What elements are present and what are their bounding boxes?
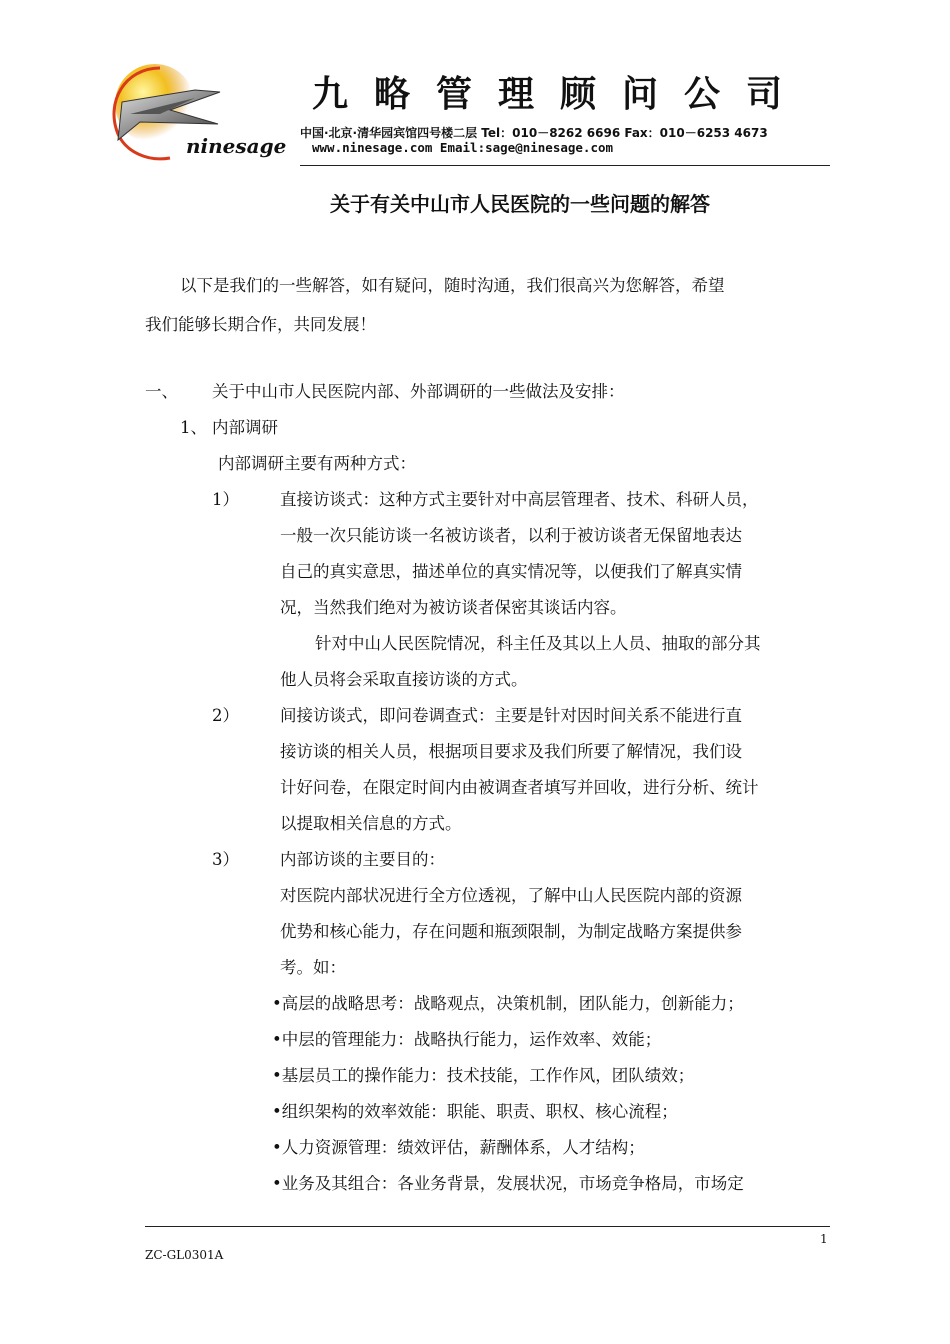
item-line: 接访谈的相关人员，根据项目要求及我们所要了解情况，我们设 — [280, 742, 742, 761]
item-line: 自己的真实意思，描述单位的真实情况等，以便我们了解真实情 — [280, 562, 742, 581]
contact-line-address: 中国·北京·清华园宾馆四号楼二层 Tel：010－8262 6696 Fax：010－6253 4673 — [300, 126, 768, 140]
document-code: ZC-GL0301A — [145, 1248, 224, 1262]
item-line: 直接访谈式：这种方式主要针对中高层管理者、技术、科研人员， — [280, 490, 759, 509]
bullet-item: •基层员工的操作能力：技术技能，工作作风，团队绩效； — [272, 1066, 695, 1085]
header-divider — [300, 165, 830, 166]
bullet-item: •业务及其组合：各业务背景，发展状况，市场竞争格局，市场定 — [272, 1174, 744, 1193]
section-heading: 关于中山市人民医院内部、外部调研的一些做法及安排： — [212, 382, 625, 401]
logo-wordmark: ninesage — [186, 134, 287, 158]
footer-divider — [145, 1226, 830, 1227]
item-line: 针对中山人民医院情况，科主任及其以上人员、抽取的部分其 — [315, 634, 761, 653]
section-number: 一、 — [145, 382, 178, 401]
item-line: 计好问卷，在限定时间内由被调查者填写并回收，进行分析、统计 — [280, 778, 759, 797]
item-line: 对医院内部状况进行全方位透视，了解中山人民医院内部的资源 — [280, 886, 742, 905]
subsection-intro: 内部调研主要有两种方式： — [218, 454, 416, 473]
bullet-item: •中层的管理能力：战略执行能力，运作效率、效能； — [272, 1030, 662, 1049]
bullet-item: •人力资源管理：绩效评估，薪酬体系，人才结构； — [272, 1138, 645, 1157]
item-line: 间接访谈式，即问卷调查式：主要是针对因时间关系不能进行直 — [280, 706, 742, 725]
bullet-item: •高层的战略思考：战略观点，决策机制，团队能力，创新能力； — [272, 994, 744, 1013]
intro-line-1: 以下是我们的一些解答，如有疑问，随时沟通，我们很高兴为您解答，希望 — [180, 276, 725, 295]
item-line: 一般一次只能访谈一名被访谈者，以利于被访谈者无保留地表达 — [280, 526, 742, 545]
item-line: 以提取相关信息的方式。 — [280, 814, 462, 833]
item-line: 考。如： — [280, 958, 346, 977]
intro-line-2: 我们能够长期合作，共同发展！ — [145, 315, 376, 334]
document-title: 关于有关中山市人民医院的一些问题的解答 — [330, 192, 710, 216]
item-number: 1） — [212, 490, 239, 509]
company-logo — [100, 62, 290, 174]
item-number: 3） — [212, 850, 239, 869]
bullet-item: •组织架构的效率效能：职能、职责、职权、核心流程； — [272, 1102, 678, 1121]
page-number: 1 — [820, 1232, 828, 1246]
company-name: 九略管理顾问公司 — [312, 73, 809, 115]
item-line: 他人员将会采取直接访谈的方式。 — [280, 670, 528, 689]
subsection-number: 1、 — [180, 418, 207, 437]
subsection-heading: 内部调研 — [212, 418, 278, 437]
item-line: 内部访谈的主要目的： — [280, 850, 445, 869]
contact-line-web: www.ninesage.com Email:sage@ninesage.com — [312, 140, 614, 155]
item-line: 优势和核心能力，存在问题和瓶颈限制，为制定战略方案提供参 — [280, 922, 742, 941]
item-line: 况，当然我们绝对为被访谈者保密其谈话内容。 — [280, 598, 627, 617]
item-number: 2） — [212, 706, 239, 725]
